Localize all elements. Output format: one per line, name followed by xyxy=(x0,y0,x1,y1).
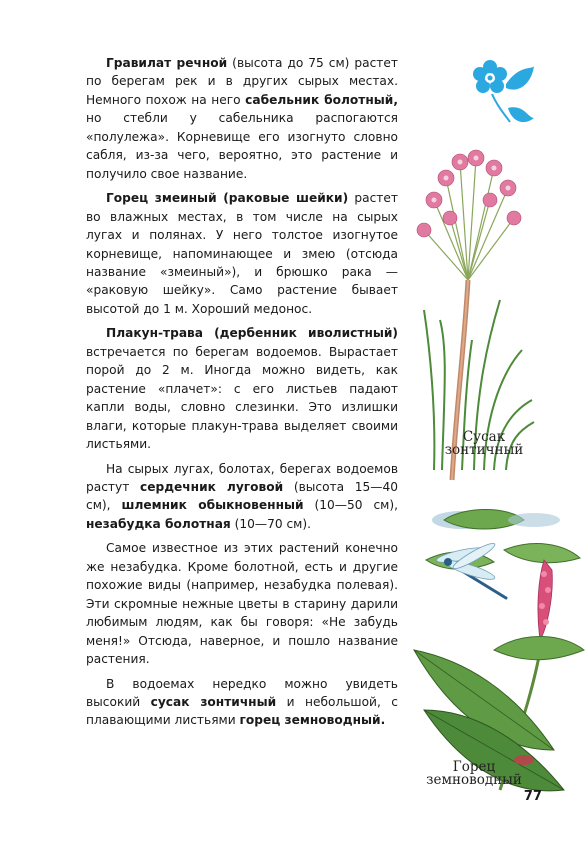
paragraph-1 xyxy=(86,54,398,183)
bold-term: Горец змеиный (раковые шейки) xyxy=(106,191,349,206)
caption-horets: Горец земноводный xyxy=(426,759,522,788)
text-run: (10—50 см), xyxy=(303,498,398,513)
paragraph-3 xyxy=(86,324,398,453)
paragraph-2 xyxy=(86,189,398,318)
text-run: но стебли у сабельника распогаются «полулежа». Корневище его изогнуто словно сабля, из-за чего, вероятно, это растение и получило свое название. xyxy=(86,111,398,181)
text-run: Самое известное из этих растений конечно же незабудка. Кроме болотной, есть и другие похожие виды (например, незабудка полевая). Эти скромные нежные цветы в старину дарили любимым людям, как бы говоря: «Не забудь меня!» Отсюда, наверное, и пошло название растения. xyxy=(86,541,398,667)
paragraph-6 xyxy=(86,675,398,730)
text-run: (высота 15—40 см), xyxy=(86,479,398,513)
paragraph-4 xyxy=(86,460,398,534)
dragonfly-illustration xyxy=(436,540,506,598)
text-run: и небольшой, с плавающими листьями xyxy=(86,694,398,728)
text-run: растет во влажных местах, в том числе на сырых лугах и полянах. У него толстое изогнутое корневище, напоминающее и змею (отсюда название «змеиный»), и брюшко рака — «раковую шейку». Само растение бывает высотой до 1 м. Хороший медонос. xyxy=(86,191,398,316)
paragraph-5 xyxy=(86,539,398,668)
bold-term: шлемник обыкновенный xyxy=(121,498,304,513)
bold-term: сердечник луговой xyxy=(139,479,284,494)
text-run: В водоемах нередко можно увидеть высокий xyxy=(86,676,398,709)
text-run: (высота до 75 см) растет по берегам рек и в других сырых местах. Немного похож на него xyxy=(86,56,398,107)
bold-term: сабельник болотный, xyxy=(245,92,398,107)
text-run: На сырых лугах, болотах, берегах водоемов растут xyxy=(86,461,398,494)
page-number: 77 xyxy=(523,789,542,804)
article-text xyxy=(86,54,398,736)
bold-term: незабудка болотная xyxy=(86,516,231,531)
text-run: встречается по берегам водоемов. Вырастает порой до 2 м. Иногда можно видеть, как растение «плачет»: с его листьев падают капли воды, словно слезинки. Это излишки влаги, которые плакун-трава выделяет своими листьями. xyxy=(86,344,398,452)
bold-term: Плакун-трава (дербенник иволистный) xyxy=(106,326,398,341)
bold-term: горец земноводный. xyxy=(239,713,386,728)
blue-flower-icon xyxy=(473,60,534,122)
bold-term: сусак зонтичный xyxy=(150,694,277,709)
caption-susak: Сусак зонтичный xyxy=(444,429,524,458)
text-run: (10—70 см). xyxy=(230,516,311,531)
bold-term: Гравилат речной xyxy=(106,56,228,70)
